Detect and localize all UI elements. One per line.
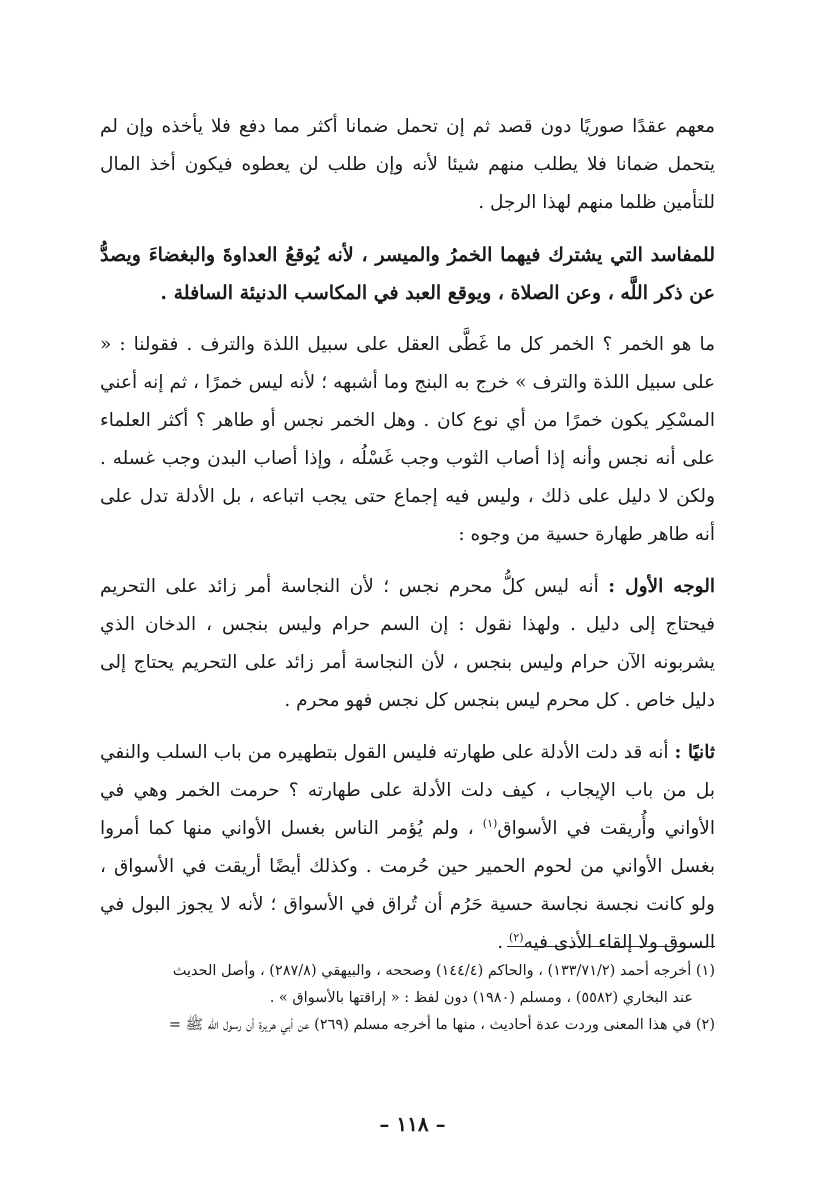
paragraph-4-text-a: أنه قد دلت الأدلة على طهارته فليس القول بتطهيره من باب السلب والنفي بل من باب الإيجاب ، كيف دلت الأدلة على طهارته ؟ حرمت الخمر وهي في الأواني وأُريقت في الأسواق (100, 742, 715, 839)
footnote-1-line-1: (١) أخرجه أحمد (١٣٣/٧١/٢) ، والحاكم (١٤٤/٤) وصححه ، والبيهقي (٢٨٧/٨) ، وأصل الحديث (172, 963, 715, 979)
paragraph-4 (100, 734, 715, 962)
paragraph-3-heading: الوجه الأول : (608, 576, 715, 597)
paragraph-4-heading: ثانيًا : (674, 742, 715, 763)
paragraph-2: ما هو الخمر ؟ الخمر كل ما غَطَّى العقل على سبيل اللذة والترف . فقولنا : « على سبيل اللذة والترف » خرج به البنج وما أشبهه ؛ لأنه ليس خمرًا ، ثم إنه أعني المسْكِر يكون خمرًا من أي نوع كان . وهل الخمر نجس أو طاهر ؟ أكثر العلماء على أنه نجس وأنه إذا أصاب الثوب وجب غَسْلُه ، وإذا أصاب البدن وجب غسله . ولكن لا دليل على ذلك ، وليس فيه إجماع حتى يجب اتباعه ، بل الأدلة تدل على أنه طاهر طهارة حسية من وجوه : (100, 334, 715, 545)
footnote-ref-2[interactable]: (٢) (509, 930, 524, 944)
paragraph-4-text-c: . (497, 932, 510, 953)
page-number: – ١١٨ – (379, 1112, 446, 1136)
footnote-ref-1[interactable]: (١) (482, 816, 498, 830)
footnote-1-line-2: عند البخاري (٥٥٨٢) ، ومسلم (١٩٨٠) دون لفظ : « إراقتها بالأسواق » . (269, 990, 693, 1006)
main-text-block (100, 108, 715, 962)
paragraph-4-text-b: ، ولم يُؤمر الناس بغسل الأواني منها كما أمروا بغسل الأواني من لحوم الحمير حين حُرمت . وكذلك أيضًا أريقت في الأسواق ، ولو كانت نجسة نجاسة حسية حَرُم أن تُراق في الأسواق ؛ لأنه لا يجوز البول في السوق ولا إلقاء الأذى فيه (100, 818, 715, 953)
paragraph-1: معهم عقدًا صوريًا دون قصد ثم إن تحمل ضمانا أكثر مما دفع فلا يأخذه وإن لم يتحمل ضمانا فلا يطلب منهم شيئا لأنه وإن طلب لن يعطوه فيكون أخذ المال للتأمين ظلما منهم لهذا الرجل . (100, 116, 715, 213)
paragraph-3-text: أنه ليس كلُّ محرم نجس ؛ لأن النجاسة أمر زائد على التحريم فيحتاج إلى دليل . ولهذا نقول : إن السم حرام وليس بنجس ، الدخان الذي يشربونه الآن حرام وليس بنجس ، لأن النجاسة أمر زائد على التحريم يحتاج إلى دليل خاص . كل محرم ليس بنجس كل نجس فهو محرم . (100, 576, 715, 711)
footnotes-block (100, 958, 715, 1039)
footnote-2-line-1: (٢) في هذا المعنى وردت عدة أحاديث ، منها ما أخرجه مسلم (٢٦٩) عن أبي هريرة أن رسول الله ﷺ = (168, 1017, 715, 1033)
footnote-divider (507, 946, 715, 947)
highlighted-passage: للمفاسد التي يشترك فيهما الخمرُ والميسر ، لأنه يُوقعُ العداوةَ والبغضاءَ ويصدُّ عن ذكر اللَّه ، وعن الصلاة ، ويوقع العبد في المكاسب الدنيئة السافلة . (100, 244, 715, 304)
paragraph-3 (100, 568, 715, 720)
